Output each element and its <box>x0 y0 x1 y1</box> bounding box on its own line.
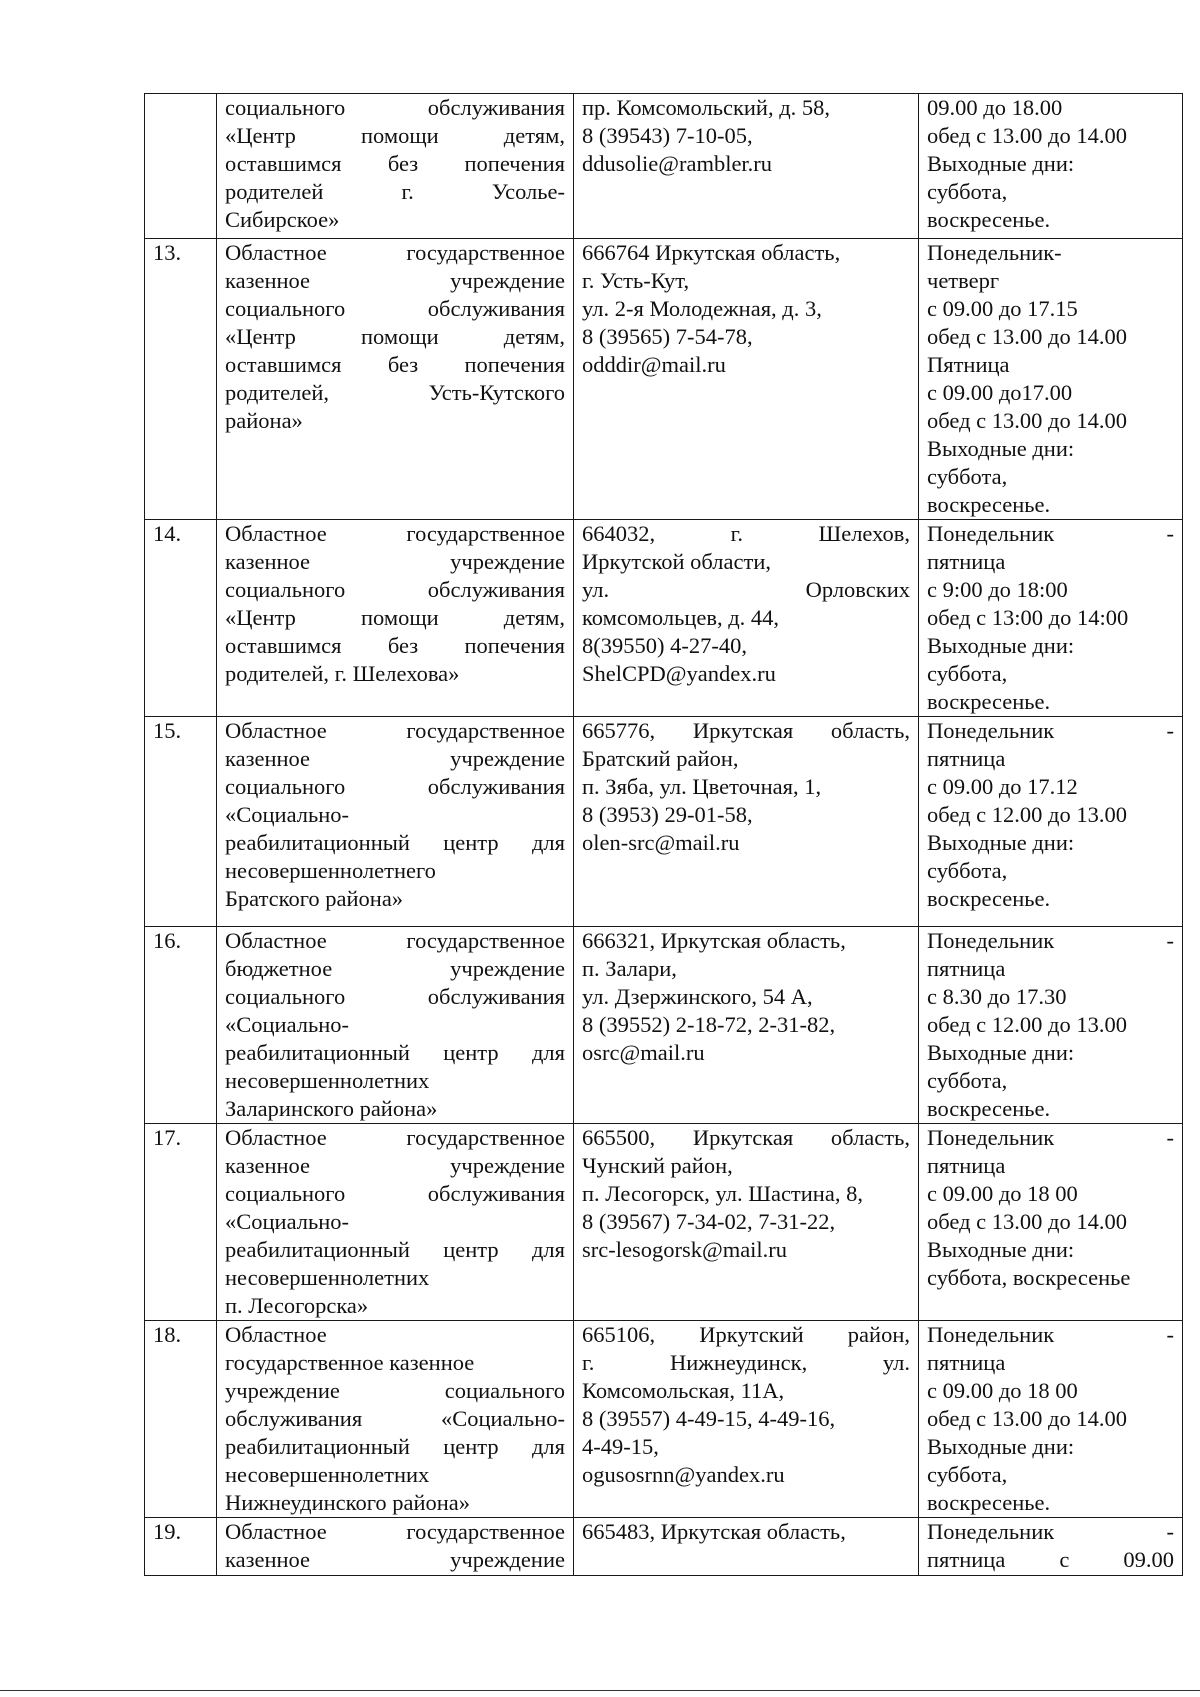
institution-name-line: района» <box>225 408 303 433</box>
institution-address-line: ogusosrnn@yandex.ru <box>582 1462 785 1487</box>
institution-name-line: оставшимся без попечения <box>225 633 565 658</box>
working-hours-line: обед с 13.00 до 14.00 <box>927 408 1127 433</box>
institution-name-line: Областное государственное <box>225 1125 565 1150</box>
working-hours-line: обед с 13.00 до 14.00 <box>927 123 1127 148</box>
institution-name-line: несовершеннолетних <box>225 1462 430 1487</box>
institution-address-line: 4-49-15, <box>582 1434 659 1459</box>
working-hours-line: с 9:00 до 18:00 <box>927 577 1068 602</box>
working-hours-line: Выходные дни: <box>927 633 1075 658</box>
institution-address-line: 665776, Иркутская область, <box>582 718 910 743</box>
working-hours-line: обед с 13.00 до 14.00 <box>927 324 1127 349</box>
institution-name-cell <box>217 1518 574 1576</box>
table-row <box>145 1518 1183 1576</box>
institution-address-line: 666764 Иркутская область, <box>582 240 841 265</box>
institution-address-line: 8(39550) 4-27-40, <box>582 633 747 658</box>
working-hours-line: Понедельник - <box>927 718 1174 743</box>
working-hours-line: суббота, <box>927 179 1008 204</box>
working-hours-line: с 8.30 до 17.30 <box>927 984 1067 1009</box>
working-hours-line: суббота, <box>927 1068 1008 1093</box>
institution-address-line: п. Залари, <box>582 956 677 981</box>
working-hours-cell <box>919 94 1183 239</box>
working-hours-line: пятница <box>927 1153 1006 1178</box>
institution-name-line: казенное учреждение <box>225 549 565 574</box>
table-row <box>145 1321 1183 1518</box>
institution-address-line: 8 (39543) 7-10-05, <box>582 123 753 148</box>
institutions-table <box>144 93 1183 1576</box>
institution-address-line: osrc@mail.ru <box>582 1040 705 1065</box>
working-hours-line: обед с 13:00 до 14:00 <box>927 605 1129 630</box>
working-hours-line: Выходные дни: <box>927 151 1075 176</box>
institution-address-line: Иркутской области, <box>582 549 771 574</box>
working-hours-cell <box>919 717 1183 927</box>
institution-name-line: родителей, Усть-Кутского <box>225 380 565 405</box>
table-row <box>145 94 1183 239</box>
institution-name-line: Заларинского района» <box>225 1096 438 1121</box>
row-number: 17. <box>153 1125 182 1150</box>
working-hours-line: 09.00 до 18.00 <box>927 95 1063 120</box>
institution-name-line: «Центр помощи детям, <box>225 123 565 148</box>
institution-address-line: ул. Дзержинского, 54 А, <box>582 984 813 1009</box>
institution-address-line: Братский район, <box>582 746 739 771</box>
institution-name-line: реабилитационный центр для <box>225 830 565 855</box>
institution-address-line: olen-src@mail.ru <box>582 830 740 855</box>
institution-name-line: казенное учреждение <box>225 1153 565 1178</box>
institution-address-line: 8 (3953) 29-01-58, <box>582 802 753 827</box>
table-body <box>145 94 1183 1576</box>
working-hours-line: Пятница <box>927 352 1010 377</box>
institution-name-line: социального обслуживания <box>225 1181 565 1206</box>
working-hours-cell <box>919 927 1183 1124</box>
working-hours-line: воскресенье. <box>927 1490 1051 1515</box>
working-hours-line: пятница <box>927 1350 1006 1375</box>
working-hours-line: с 09.00 до17.00 <box>927 380 1073 405</box>
institution-name-line: казенное учреждение <box>225 1547 565 1572</box>
institution-address-line: 666321, Иркутская область, <box>582 928 846 953</box>
row-number: 16. <box>153 928 182 953</box>
working-hours-line: Выходные дни: <box>927 1237 1075 1262</box>
working-hours-line: суббота, <box>927 1462 1008 1487</box>
working-hours-line: с 09.00 до 17.12 <box>927 774 1078 799</box>
row-number: 15. <box>153 718 182 743</box>
working-hours-line: Понедельник - <box>927 1125 1174 1150</box>
institution-address-cell <box>574 927 919 1124</box>
institution-name-cell <box>217 717 574 927</box>
institution-address-line: 664032, г. Шелехов, <box>582 521 910 546</box>
institution-address-line: 8 (39557) 4-49-15, 4-49-16, <box>582 1406 836 1431</box>
working-hours-line: воскресенье. <box>927 492 1051 517</box>
institution-address-line: Комсомольская, 11А, <box>582 1378 785 1403</box>
working-hours-line: пятница с 09.00 <box>927 1547 1174 1572</box>
working-hours-line: обед с 13.00 до 14.00 <box>927 1209 1127 1234</box>
working-hours-line: суббота, <box>927 858 1008 883</box>
institution-name-line: «Социально- <box>225 1012 350 1037</box>
working-hours-line: обед с 13.00 до 14.00 <box>927 1406 1127 1431</box>
institution-name-line: социального обслуживания <box>225 984 565 1009</box>
working-hours-line: обед с 12.00 до 13.00 <box>927 802 1127 827</box>
institution-address-line: 8 (39565) 7-54-78, <box>582 324 753 349</box>
institution-address-line: г. Усть-Кут, <box>582 268 690 293</box>
working-hours-line: с 09.00 до 18 00 <box>927 1181 1078 1206</box>
institution-address-line: odddir@mail.ru <box>582 352 726 377</box>
institution-address-line: пр. Комсомольский, д. 58, <box>582 95 831 120</box>
institution-address-line: ShelCPD@yandex.ru <box>582 661 776 686</box>
institution-name-line: реабилитационный центр для <box>225 1040 565 1065</box>
institution-name-line: социального обслуживания <box>225 296 565 321</box>
institution-name-line: Областное государственное <box>225 718 565 743</box>
institution-name-line: родителей г. Усолье- <box>225 179 565 204</box>
working-hours-line: Понедельник - <box>927 928 1174 953</box>
working-hours-line: Выходные дни: <box>927 830 1075 855</box>
institution-address-cell <box>574 717 919 927</box>
working-hours-line: обед с 12.00 до 13.00 <box>927 1012 1127 1037</box>
institution-name-line: казенное учреждение <box>225 268 565 293</box>
row-number-cell <box>145 520 217 717</box>
institution-address-line: 665106, Иркутский район, <box>582 1322 910 1347</box>
working-hours-line: пятница <box>927 956 1006 981</box>
institution-name-cell <box>217 1321 574 1518</box>
row-number-cell <box>145 717 217 927</box>
working-hours-cell <box>919 239 1183 520</box>
institution-address-cell <box>574 1518 919 1576</box>
working-hours-line: воскресенье. <box>927 1096 1051 1121</box>
institution-name-cell <box>217 239 574 520</box>
row-number-cell <box>145 1124 217 1321</box>
institution-address-line: ул. Орловских <box>582 577 910 602</box>
table-row <box>145 1124 1183 1321</box>
institution-address-cell <box>574 94 919 239</box>
working-hours-line: суббота, воскресенье <box>927 1265 1131 1290</box>
institution-address-line: 665483, Иркутская область, <box>582 1519 846 1544</box>
row-number-cell <box>145 94 217 239</box>
institution-name-line: Областное государственное <box>225 928 565 953</box>
institution-address-line: п. Лесогорск, ул. Шастина, 8, <box>582 1181 863 1206</box>
institution-address-line: комсомольцев, д. 44, <box>582 605 780 630</box>
working-hours-cell <box>919 1518 1183 1576</box>
institution-name-cell <box>217 927 574 1124</box>
working-hours-line: Выходные дни: <box>927 436 1075 461</box>
working-hours-line: воскресенье. <box>927 886 1051 911</box>
institution-name-line: Областное государственное <box>225 240 565 265</box>
working-hours-line: четверг <box>927 268 1000 293</box>
institution-name-line: государственное казенное <box>225 1350 475 1375</box>
institution-name-line: оставшимся без попечения <box>225 352 565 377</box>
row-number-cell <box>145 1518 217 1576</box>
institution-name-line: социального обслуживания <box>225 774 565 799</box>
row-number: 19. <box>153 1519 182 1544</box>
table-row <box>145 927 1183 1124</box>
table-row <box>145 717 1183 927</box>
institution-name-line: Сибирское» <box>225 207 340 232</box>
institution-address-line: п. Зяба, ул. Цветочная, 1, <box>582 774 822 799</box>
row-number: 18. <box>153 1322 182 1347</box>
table-row <box>145 520 1183 717</box>
institution-name-line: «Социально- <box>225 1209 350 1234</box>
institution-name-line: родителей, г. Шелехова» <box>225 661 460 686</box>
institution-address-line: 665500, Иркутская область, <box>582 1125 910 1150</box>
institution-name-line: «Социально- <box>225 802 350 827</box>
working-hours-line: с 09.00 до 18 00 <box>927 1378 1078 1403</box>
working-hours-line: суббота, <box>927 661 1008 686</box>
institution-name-line: социального обслуживания <box>225 577 565 602</box>
working-hours-line: Понедельник - <box>927 1519 1174 1544</box>
row-number: 14. <box>153 521 182 546</box>
institution-name-line: обслуживания «Социально- <box>225 1406 565 1431</box>
institution-name-line: учреждение социального <box>225 1378 565 1403</box>
institution-name-line: «Центр помощи детям, <box>225 324 565 349</box>
working-hours-cell <box>919 520 1183 717</box>
institution-name-line: Областное государственное <box>225 521 565 546</box>
institution-name-cell <box>217 1124 574 1321</box>
institution-name-line: п. Лесогорска» <box>225 1293 369 1318</box>
institution-name-line: реабилитационный центр для <box>225 1434 565 1459</box>
institution-address-cell <box>574 1124 919 1321</box>
working-hours-line: Понедельник - <box>927 521 1174 546</box>
institution-address-cell <box>574 1321 919 1518</box>
institution-name-line: несовершеннолетнего <box>225 858 436 883</box>
institution-address-line: г. Нижнеудинск, ул. <box>582 1350 910 1375</box>
institution-name-line: реабилитационный центр для <box>225 1237 565 1262</box>
institution-name-cell <box>217 94 574 239</box>
working-hours-line: Понедельник - <box>927 1322 1174 1347</box>
institution-address-cell <box>574 239 919 520</box>
working-hours-cell <box>919 1124 1183 1321</box>
institution-name-cell <box>217 520 574 717</box>
row-number-cell <box>145 1321 217 1518</box>
institution-address-cell <box>574 520 919 717</box>
working-hours-line: суббота, <box>927 464 1008 489</box>
institution-name-line: несовершеннолетних <box>225 1068 430 1093</box>
working-hours-line: воскресенье. <box>927 689 1051 714</box>
institution-address-line: ул. 2-я Молодежная, д. 3, <box>582 296 822 321</box>
working-hours-line: с 09.00 до 17.15 <box>927 296 1078 321</box>
table-row <box>145 239 1183 520</box>
institution-address-line: 8 (39567) 7-34-02, 7-31-22, <box>582 1209 836 1234</box>
institution-address-line: src-lesogorsk@mail.ru <box>582 1237 788 1262</box>
institution-address-line: Чунский район, <box>582 1153 733 1178</box>
institution-name-line: казенное учреждение <box>225 746 565 771</box>
row-number-cell <box>145 239 217 520</box>
working-hours-line: Выходные дни: <box>927 1434 1075 1459</box>
working-hours-line: Понедельник- <box>927 240 1062 265</box>
row-number: 13. <box>153 240 182 265</box>
row-number-cell <box>145 927 217 1124</box>
footer-rule <box>0 1690 1200 1691</box>
working-hours-line: пятница <box>927 746 1006 771</box>
working-hours-cell <box>919 1321 1183 1518</box>
institution-name-line: бюджетное учреждение <box>225 956 565 981</box>
institution-name-line: Областное <box>225 1322 327 1347</box>
institution-name-line: Нижнеудинского района» <box>225 1490 471 1515</box>
institution-name-line: несовершеннолетних <box>225 1265 430 1290</box>
working-hours-line: Выходные дни: <box>927 1040 1075 1065</box>
institution-name-line: социального обслуживания <box>225 95 565 120</box>
working-hours-line: воскресенье. <box>927 207 1051 232</box>
institution-name-line: «Центр помощи детям, <box>225 605 565 630</box>
institution-name-line: Братского района» <box>225 886 404 911</box>
institution-address-line: ddusolie@rambler.ru <box>582 151 773 176</box>
institution-name-line: оставшимся без попечения <box>225 151 565 176</box>
working-hours-line: пятница <box>927 549 1006 574</box>
institution-name-line: Областное государственное <box>225 1519 565 1544</box>
institution-address-line: 8 (39552) 2-18-72, 2-31-82, <box>582 1012 836 1037</box>
